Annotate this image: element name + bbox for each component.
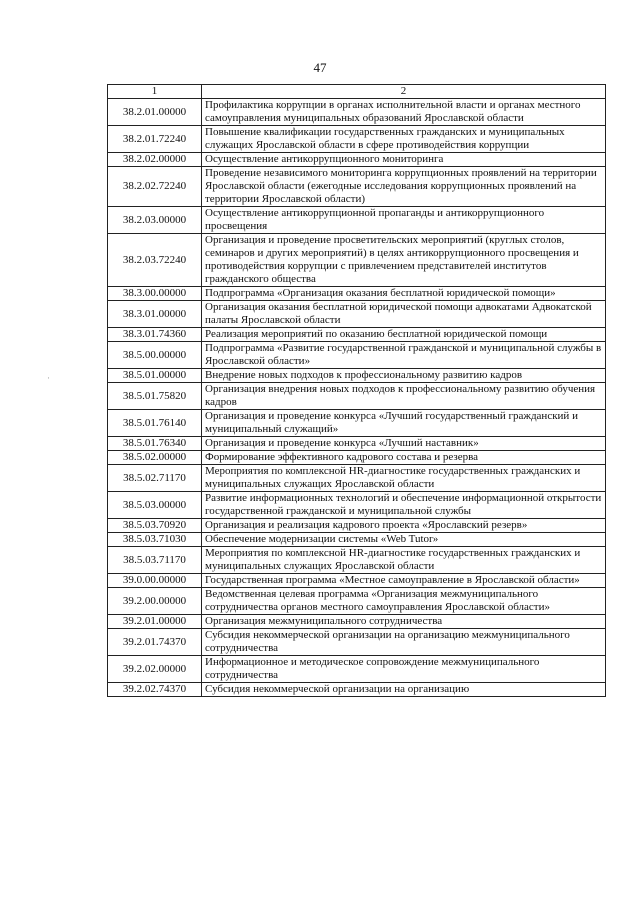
table-row: [108, 451, 606, 465]
page-number: 47: [313, 60, 327, 75]
row-description: Развитие информационных технологий и обеспечение информационной открытости государственной гражданской и муниципальной службы: [202, 492, 606, 519]
table-row: [108, 328, 606, 342]
row-description: Проведение независимого мониторинга коррупционных проявлений на территории Ярославской области (ежегодные исследования коррупционных проявлений на территории Ярославской области): [202, 167, 606, 207]
table-row: [108, 383, 606, 410]
table-row: [108, 465, 606, 492]
row-code: 38.5.02.71170: [108, 465, 202, 492]
row-description: Внедрение новых подходов к профессиональному развитию кадров: [202, 369, 606, 383]
table-row: [108, 588, 606, 615]
table-row: [108, 533, 606, 547]
row-description: Подпрограмма «Организация оказания бесплатной юридической помощи»: [202, 287, 606, 301]
column-header-1: 1: [108, 85, 202, 99]
row-code: 38.2.02.72240: [108, 167, 202, 207]
row-description: Подпрограмма «Развитие государственной гражданской и муниципальной службы в Ярославской области»: [202, 342, 606, 369]
row-code: 38.5.01.00000: [108, 369, 202, 383]
row-description: Субсидия некоммерческой организации на организацию межмуниципального сотрудничества: [202, 629, 606, 656]
row-description: Организация и проведение конкурса «Лучший наставник»: [202, 437, 606, 451]
row-code: 38.5.03.71170: [108, 547, 202, 574]
table-row: [108, 99, 606, 126]
row-description: Субсидия некоммерческой организации на организацию: [202, 683, 606, 697]
row-code: 38.2.03.00000: [108, 207, 202, 234]
row-description: Повышение квалификации государственных гражданских и муниципальных служащих Ярославской области в сфере противодействия коррупции: [202, 126, 606, 153]
table-row: [108, 519, 606, 533]
table-row: [108, 126, 606, 153]
row-description: Государственная программа «Местное самоуправление в Ярославской области»: [202, 574, 606, 588]
row-description: Обеспечение модернизации системы «Web Tutor»: [202, 533, 606, 547]
row-code: 38.5.02.00000: [108, 451, 202, 465]
row-code: 38.5.03.00000: [108, 492, 202, 519]
table-row: [108, 437, 606, 451]
table-row: [108, 342, 606, 369]
row-description: Ведомственная целевая программа «Организация межмуниципального сотрудничества органов местного самоуправления Ярославской области»: [202, 588, 606, 615]
row-description: Организация оказания бесплатной юридической помощи адвокатами Адвокатской палаты Ярославской области: [202, 301, 606, 328]
row-code: 38.2.02.00000: [108, 153, 202, 167]
row-description: Информационное и методическое сопровождение межмуниципального сотрудничества: [202, 656, 606, 683]
table-header-row: [108, 85, 606, 99]
table-row: [108, 207, 606, 234]
row-code: 38.5.03.71030: [108, 533, 202, 547]
row-code: 39.0.00.00000: [108, 574, 202, 588]
row-code: 38.3.01.74360: [108, 328, 202, 342]
row-description: Мероприятия по комплексной HR-диагностике государственных гражданских и муниципальных служащих Ярославской области: [202, 547, 606, 574]
table-row: [108, 301, 606, 328]
row-description: Формирование эффективного кадрового состава и резерва: [202, 451, 606, 465]
row-code: 39.2.02.00000: [108, 656, 202, 683]
row-description: Организация и проведение конкурса «Лучший государственный гражданский и муниципальный служащий»: [202, 410, 606, 437]
row-code: 38.5.00.00000: [108, 342, 202, 369]
budget-code-table: [107, 84, 606, 697]
row-code: 38.3.00.00000: [108, 287, 202, 301]
row-description: Мероприятия по комплексной HR-диагностике государственных гражданских и муниципальных служащих Ярославской области: [202, 465, 606, 492]
row-code: 39.2.01.74370: [108, 629, 202, 656]
row-code: 38.5.03.70920: [108, 519, 202, 533]
table-row: [108, 683, 606, 697]
table-row: [108, 410, 606, 437]
row-code: 39.2.01.00000: [108, 615, 202, 629]
table-row: [108, 287, 606, 301]
row-code: 38.3.01.00000: [108, 301, 202, 328]
row-description: Реализация мероприятий по оказанию бесплатной юридической помощи: [202, 328, 606, 342]
row-description: Осуществление антикоррупционного мониторинга: [202, 153, 606, 167]
table-row: [108, 167, 606, 207]
row-description: Организация внедрения новых подходов к профессиональному развитию обучения кадров: [202, 383, 606, 410]
row-description: Организация и реализация кадрового проекта «Ярославский резерв»: [202, 519, 606, 533]
table-row: [108, 369, 606, 383]
row-description: Организация и проведение просветительских мероприятий (круглых столов, семинаров и других мероприятий) в целях антикоррупционного просвещения и противодействия коррупции с привлечением представителей институтов гражданского общества: [202, 234, 606, 287]
row-code: 38.5.01.76340: [108, 437, 202, 451]
row-code: 38.2.01.72240: [108, 126, 202, 153]
row-code: 38.2.03.72240: [108, 234, 202, 287]
row-description: Профилактика коррупции в органах исполнительной власти и органах местного самоуправления муниципальных образований Ярославской области: [202, 99, 606, 126]
table-row: [108, 656, 606, 683]
row-code: 38.5.01.75820: [108, 383, 202, 410]
table-row: [108, 492, 606, 519]
row-code: 39.2.00.00000: [108, 588, 202, 615]
row-code: 39.2.02.74370: [108, 683, 202, 697]
table-row: [108, 615, 606, 629]
table-body: [108, 99, 606, 697]
row-description: Осуществление антикоррупционной пропаганды и антикоррупционного просвещения: [202, 207, 606, 234]
row-code: 38.5.01.76140: [108, 410, 202, 437]
scan-mark: ·: [47, 373, 50, 383]
table-row: [108, 234, 606, 287]
table-row: [108, 574, 606, 588]
column-header-2: 2: [202, 85, 606, 99]
row-code: 38.2.01.00000: [108, 99, 202, 126]
table-row: [108, 629, 606, 656]
row-description: Организация межмуниципального сотрудничества: [202, 615, 606, 629]
table-row: [108, 547, 606, 574]
table-row: [108, 153, 606, 167]
